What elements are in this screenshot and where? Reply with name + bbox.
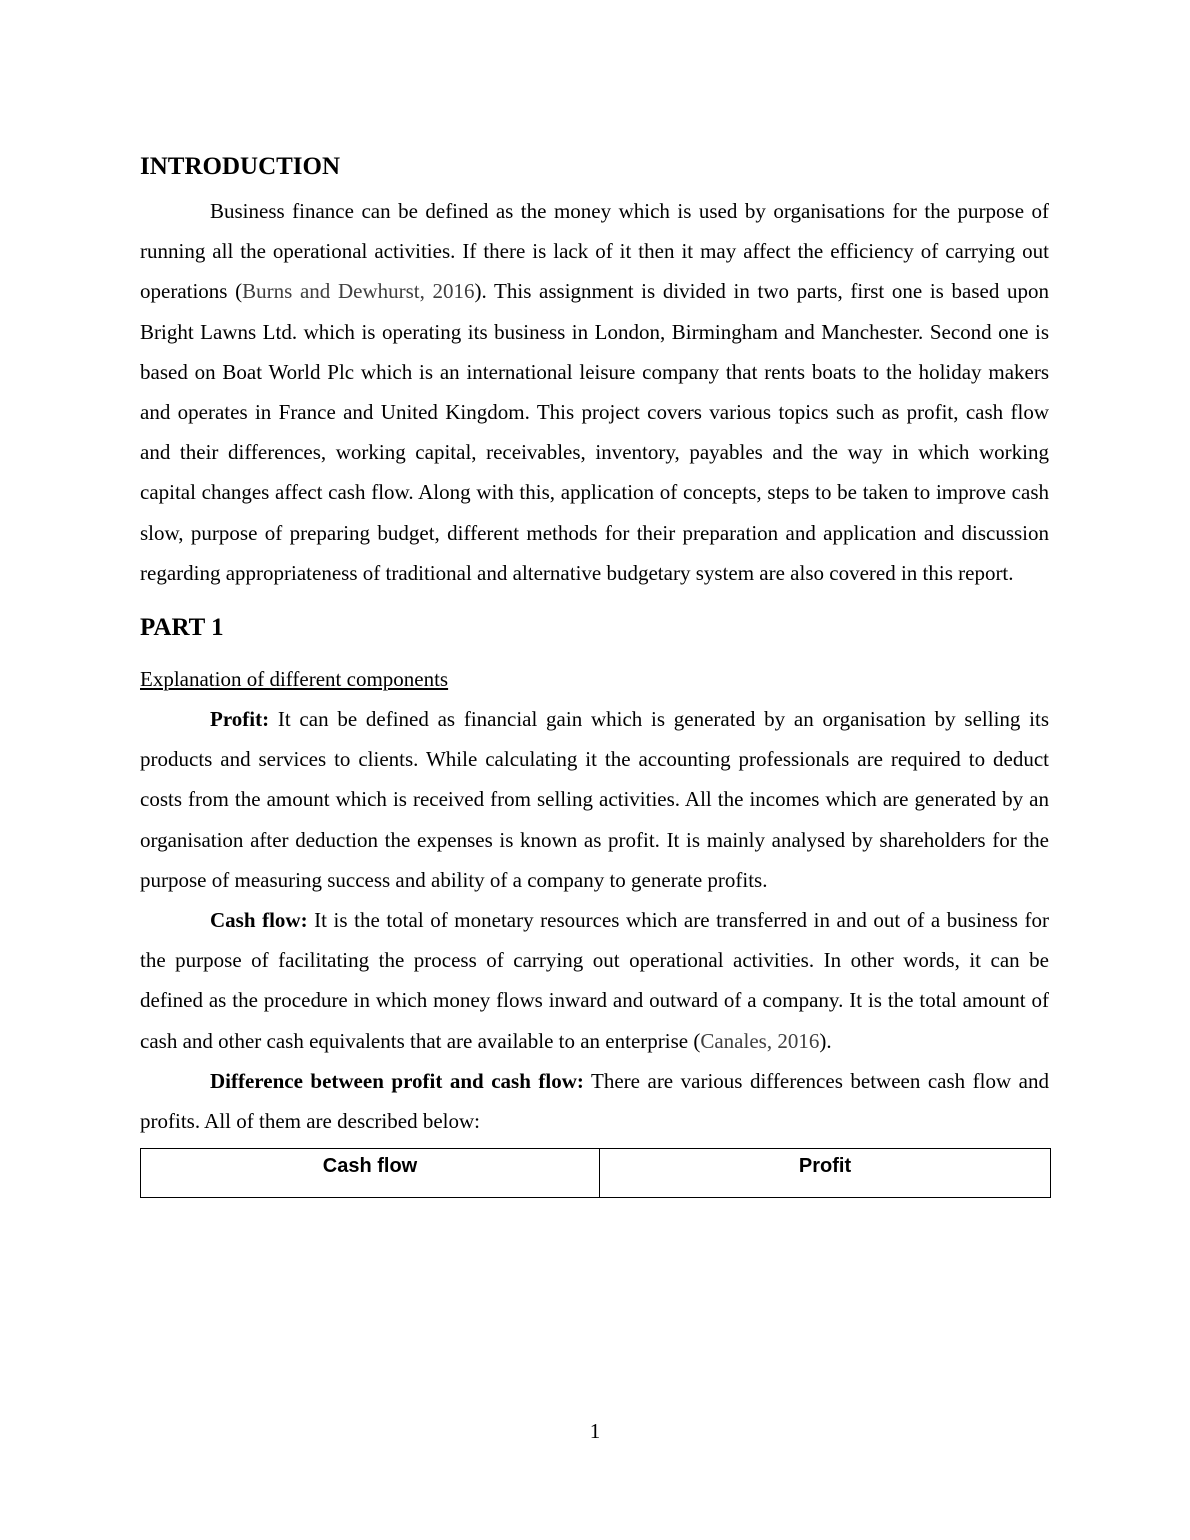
components-subheading: Explanation of different components: [140, 667, 449, 692]
profit-term: Profit:: [210, 707, 270, 732]
comparison-table: [140, 1148, 1051, 1198]
difference-paragraph: [140, 1061, 1049, 1141]
cash-flow-definition: It is the total of monetary resources which are transferred in and out of a business for the purpose of facilitating the process of carrying out operational activities. In other words, it can be defined as the procedure in which money flows inward and outward of a company. It is the total amount of cash and other cash equivalents that are available to an enterprise (: [140, 908, 1049, 1053]
introduction-paragraph: [140, 191, 1049, 593]
difference-term: Difference between profit and cash flow:: [210, 1068, 584, 1093]
table-header-row: [141, 1149, 1051, 1198]
introduction-heading: INTRODUCTION: [140, 153, 341, 180]
intro-text-end: ). This assignment is divided in two parts, first one is based upon Bright Lawns Ltd. which is operating its business in London, Birmingham and Manchester. Second one is based on Boat World Plc which is an international leisure company that rents boats to the holiday makers and operates in France and United Kingdom. This project covers various topics such as profit, cash flow and their differences, working capital, receivables, inventory, payables and the way in which working capital changes affect cash flow. Along with this, application of concepts, steps to be taken to improve cash slow, purpose of preparing budget, different methods for their preparation and application and discussion regarding appropriateness of traditional and alternative budgetary system are also covered in this report.: [140, 279, 1049, 585]
citation-burns-dewhurst: Burns and Dewhurst, 2016: [242, 279, 475, 304]
profit-paragraph: [140, 699, 1049, 900]
intro-text-start: Business finance can be defined as the money which is used by organisations for the purpose of running all the operational activities. If there is lack of it then it may affect the efficiency of carrying out operations (: [140, 199, 1049, 304]
difference-definition: There are various differences between cash flow and profits. All of them are described below:: [140, 1068, 1049, 1134]
document-page: [140, 148, 1049, 1198]
header-cash-flow: Cash flow: [141, 1149, 600, 1198]
cash-flow-paragraph: [140, 900, 1049, 1061]
part1-heading: PART 1: [140, 614, 224, 642]
cash-flow-end: ).: [819, 1028, 832, 1053]
cash-flow-term: Cash flow:: [210, 908, 308, 933]
profit-definition: It can be defined as financial gain which is generated by an organisation by selling its products and services to clients. While calculating it the accounting professionals are required to deduct costs from the amount which is received from selling activities. All the incomes which are generated by an organisation after deduction the expenses is known as profit. It is mainly analysed by shareholders for the purpose of measuring success and ability of a company to generate profits.: [140, 707, 1049, 892]
page-number: 1: [589, 1419, 601, 1443]
citation-canales: Canales, 2016: [700, 1028, 820, 1053]
header-profit: Profit: [600, 1149, 1051, 1198]
